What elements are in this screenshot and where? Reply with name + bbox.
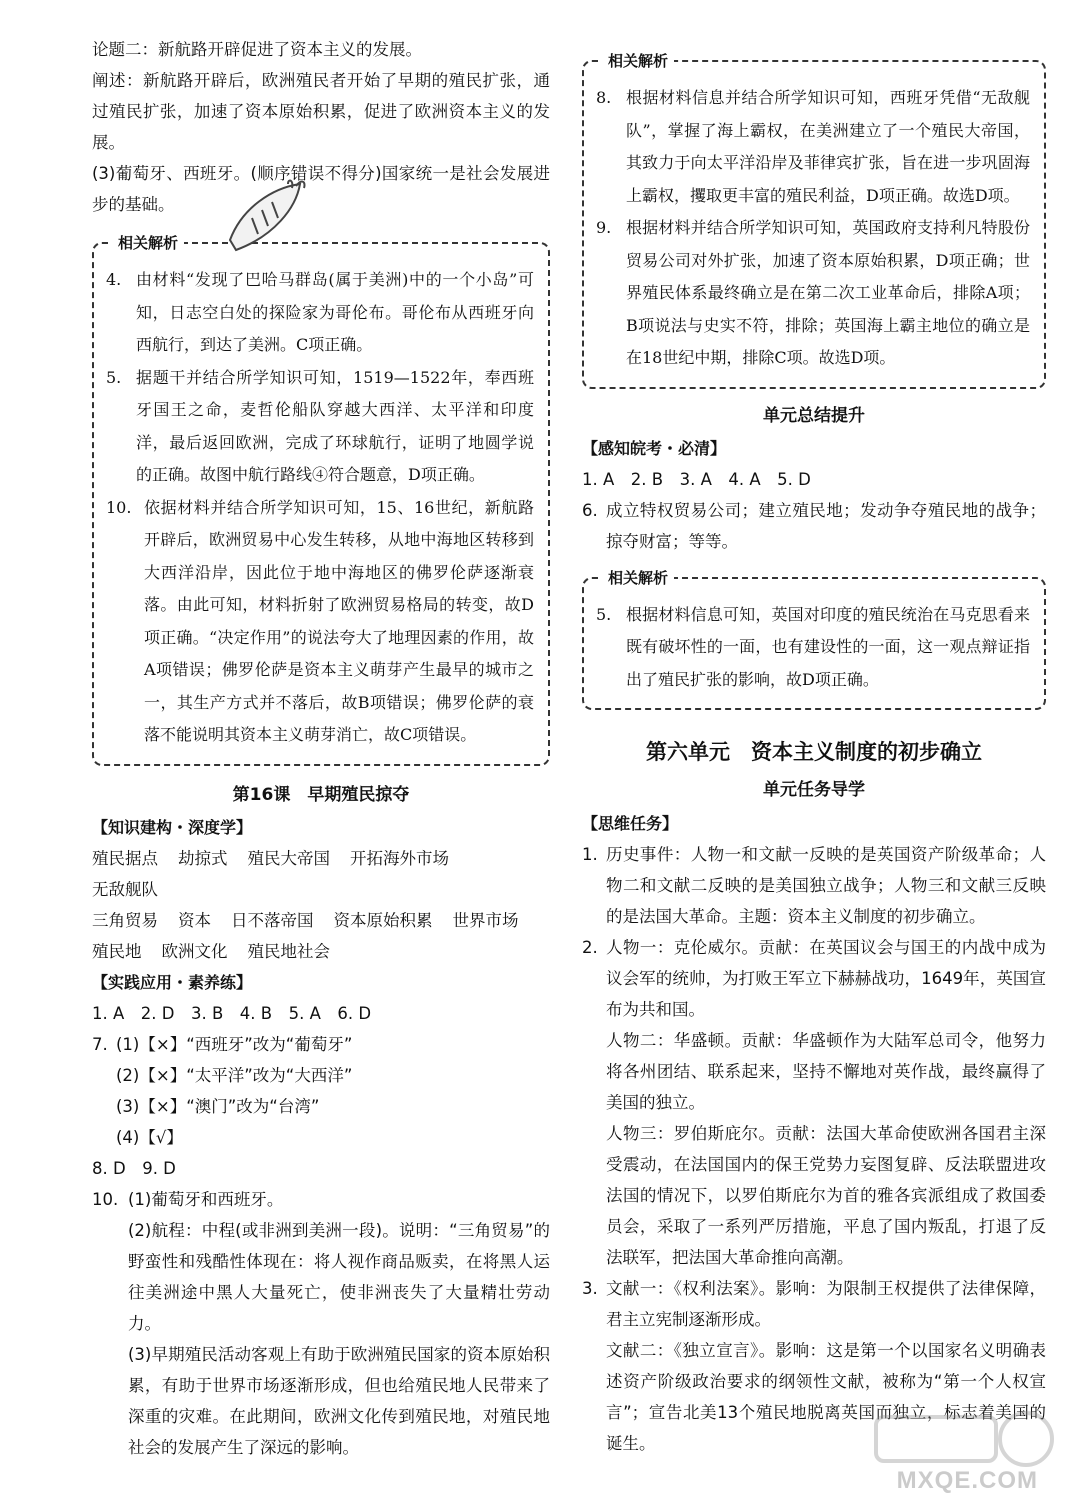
task-paragraph: 文献二：《独立宣言》。影响：这是第一个以国家名义明确表述资产阶级政治要求的纲领性文献，被称为“第一个人权宣言”；宣告北美13个殖民地脱离英国而独立，标志着美国的诞生。	[606, 1341, 1046, 1453]
q7-part: (3)【×】“澳门”改为“台湾”	[116, 1096, 320, 1116]
question-10	[92, 1184, 550, 1463]
q10-part: (1)葡萄牙和西班牙。	[128, 1189, 284, 1209]
item-number: 2.	[582, 938, 598, 957]
item-text: 据题干并结合所学知识可知，1519—1522年，奉西班牙国王之命，麦哲伦船队穿越大西洋、太平洋和印度洋，最后返回欧洲，完成了环球航行，证明了地圆学说的正确。故图中航行路线④符合题意，D项正确。	[136, 367, 534, 484]
section-tag-perceive: 【感知皖考・必清】	[582, 438, 727, 458]
left-column	[92, 34, 550, 1463]
item-text: 依据材料并结合所学知识可知，15、16世纪，新航路开辟后，欧洲贸易中心发生转移，从地中海地区转移到大西洋沿岸，因此位于地中海地区的佛罗伦萨逐渐衰落。由此可知，材料折射了欧洲贸易格局的转变，故D项正确。“决定作用”的说法夸大了地理因素的作用，故A项错误；佛罗伦萨是资本主义萌芽产生最早的城市之一，其生产方式并不落后，故B项错误；佛罗伦萨的衰落不能说明其资本主义萌芽消亡，故C项错误。	[144, 497, 534, 744]
analysis-box-right-1	[582, 52, 1046, 389]
item-text: 根据材料信息并结合所学知识可知，西班牙凭借“无敌舰队”，掌握了海上霸权，在美洲建立了一个殖民大帝国，其致力于向太平洋沿岸及菲律宾扩张，旨在进一步巩固海上霸权，攫取更丰富的殖民利益，D项正确。故选D项。	[626, 88, 1030, 205]
item-number: 5.	[596, 604, 612, 624]
thesis-line: 论题二：新航路开辟促进了资本主义的发展。	[92, 40, 422, 59]
keywords-row	[92, 843, 550, 905]
item-text: 根据材料信息可知，英国对印度的殖民统治在马克思看来既有破坏性的一面，也有建设性的一面，这一观点辩证指出了殖民扩张的影响，故D项正确。	[626, 604, 1030, 689]
task-item	[582, 932, 1046, 1273]
item-number: 1.	[582, 845, 598, 864]
keyword: 开拓海外市场	[350, 848, 449, 868]
section-tag-knowledge: 【知识建构・深度学】	[92, 817, 253, 837]
elaboration-paragraph: 阐述：新航路开辟后，欧洲殖民者开始了早期的殖民扩张，通过殖民扩张，加速了资本原始积累，促进了欧洲资本主义的发展。	[92, 71, 550, 152]
section-tag-thinking: 【思维任务】	[582, 814, 679, 833]
task-paragraph: 历史事件：人物一和文献一反映的是英国资产阶级革命；人物二和文献二反映的是美国独立战争；人物三和文献三反映的是法国大革命。主题：资本主义制度的初步确立。	[606, 845, 1046, 926]
item-number: 9.	[596, 218, 612, 237]
question-7	[92, 1029, 550, 1153]
question-7-parts	[116, 1029, 550, 1153]
analysis-item	[106, 264, 534, 362]
keyword: 资本原始积累	[333, 910, 433, 930]
q7-part: (2)【×】“太平洋”改为“大西洋”	[116, 1065, 353, 1085]
item-text: 根据材料并结合所学知识可知，英国政府支持利凡特股份贸易公司对外扩张，加速了资本原始积累，D项正确；世界殖民体系最终确立是在第二次工业革命后，排除A项；B项说法与史实不符，排除；英国海上霸主地位的确立是在18世纪中期，排除C项。故选D项。	[626, 218, 1030, 367]
item-number: 4.	[106, 270, 122, 289]
keyword: 日不落帝国	[231, 910, 314, 930]
item-number: 7.	[92, 1034, 108, 1054]
question-6-text: 成立特权贸易公司；建立殖民地；发动争夺殖民地的战争；掠夺财富；等等。	[606, 500, 1046, 551]
item-number: 10.	[92, 1189, 119, 1209]
item-number: 6.	[582, 500, 598, 520]
task-paragraphs	[606, 839, 1046, 932]
q7-part: (1)【×】“西班牙”改为“葡萄牙”	[116, 1034, 353, 1054]
analysis-item	[106, 492, 534, 752]
answers-1-6: 1. A 2. D 3. B 4. B 5. A 6. D	[92, 1003, 372, 1023]
keyword: 无敌舰队	[92, 879, 158, 899]
right-column	[582, 52, 1046, 1459]
item-number: 10.	[106, 497, 132, 517]
carrot-icon	[222, 178, 308, 258]
item-text: 由材料“发现了巴哈马群岛(属于美洲)中的一个小岛”可知，日志空白处的探险家为哥伦布。哥伦布从西班牙向西航行，到达了美洲。C项正确。	[136, 270, 534, 354]
q10-part: (2)航程：中程(或非洲到美洲一段)。说明：“三角贸易”的野蛮性和残酷性体现在：将人视作商品贩卖，在将黑人运往美洲途中黑人大量死亡，使非洲丧失了大量精壮劳动力。	[128, 1220, 550, 1333]
keywords-row	[92, 905, 550, 936]
task-paragraph: 文献一：《权利法案》。影响：为限制王权提供了法律保障，君主立宪制逐渐形成。	[606, 1279, 1046, 1329]
item-number: 8.	[596, 88, 612, 107]
item-number: 5.	[106, 367, 122, 387]
analysis-box-title: 相关解析	[602, 567, 674, 589]
lesson-title: 第16课 早期殖民掠夺	[232, 784, 410, 805]
keyword: 劫掠式	[178, 848, 228, 868]
task-paragraph: 人物三：罗伯斯庇尔。贡献：法国大革命使欧洲各国君主深受震动，在法国国内的保王党势力妄图复辟、反法联盟进攻法国的情况下，以罗伯斯庇尔为首的雅各宾派组成了救国委员会，采取了一系列严厉措施，平息了国内叛乱，打退了反法联军，把法国大革命推向高潮。	[606, 1124, 1046, 1267]
answer-3-paragraph: (3)葡萄牙、西班牙。(顺序错误不得分)国家统一是社会发展进步的基础。	[92, 164, 550, 214]
task-paragraphs	[606, 932, 1046, 1273]
question-10-parts	[128, 1184, 550, 1463]
analysis-item	[106, 362, 534, 492]
keyword: 欧洲文化	[161, 941, 228, 961]
analysis-item	[596, 212, 1030, 375]
q7-part: (4)【√】	[116, 1127, 183, 1147]
item-number: 3.	[582, 1279, 598, 1298]
keyword: 世界市场	[452, 910, 519, 930]
task-item	[582, 839, 1046, 932]
summary-title: 单元总结提升	[763, 405, 865, 426]
keyword: 殖民地	[92, 941, 142, 961]
watermark-text: MXQE.COM	[896, 1467, 1038, 1494]
task-paragraph: 人物二：华盛顿。贡献：华盛顿作为大陆军总司令，他努力将各州团结、联系起来，坚持不懈地对英作战，最终赢得了美国的独立。	[606, 1031, 1046, 1112]
analysis-box-left	[92, 234, 550, 766]
analysis-item	[596, 599, 1030, 697]
keyword: 殖民大帝国	[247, 848, 330, 868]
analysis-box-right-2	[582, 568, 1046, 711]
keywords-row	[92, 936, 550, 967]
keyword: 资本	[178, 910, 211, 930]
guide-title: 单元任务导学	[763, 780, 865, 800]
keyword: 殖民地社会	[247, 941, 330, 961]
q10-part: (3)早期殖民活动客观上有助于欧洲殖民国家的资本原始积累，有助于世界市场逐渐形成，但也给殖民地人民带来了深重的灾难。在此期间，欧洲文化传到殖民地，对殖民地社会的发展产生了深远的影响。	[128, 1344, 550, 1457]
analysis-item	[596, 82, 1030, 212]
analysis-box-title: 相关解析	[602, 50, 674, 72]
answers-8-9: 8. D 9. D	[92, 1158, 176, 1178]
section-tag-practice: 【实践应用・素养练】	[92, 972, 253, 992]
question-6	[582, 495, 1046, 557]
analysis-box-title: 相关解析	[112, 232, 184, 254]
keyword: 三角贸易	[92, 910, 158, 930]
keyword: 殖民据点	[92, 848, 158, 868]
task-paragraph: 人物一：克伦威尔。贡献：在英国议会与国王的内战中成为议会军的统帅，为打败王军立下赫赫战功，1649年，英国宣布为共和国。	[606, 938, 1046, 1019]
unit-title: 第六单元 资本主义制度的初步确立	[646, 740, 982, 764]
summary-answers: 1. A 2. B 3. A 4. A 5. D	[582, 469, 811, 489]
